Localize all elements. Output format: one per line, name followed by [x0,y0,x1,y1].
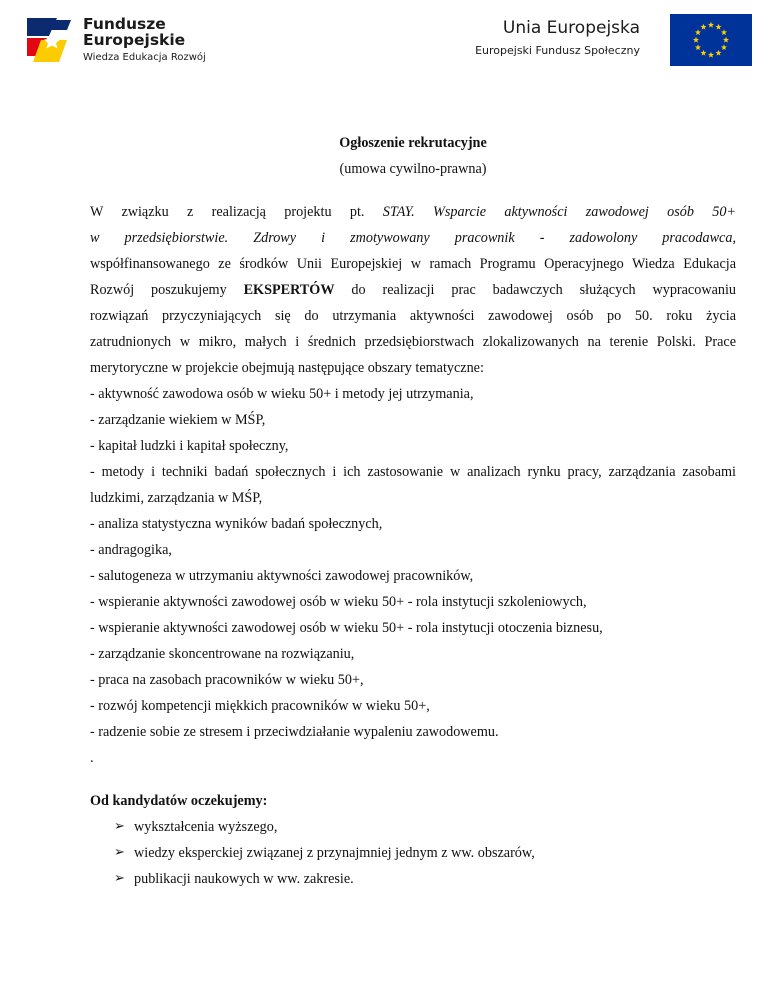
intro-line-5: rozwiązań przyczyniających się do utrzymania aktywności zawodowej osób po 50. roku życia [90,308,736,324]
intro-text: do realizacji prac badawczych służących wypracowaniu [351,282,736,298]
topic-item: - praca na zasobach pracowników w wieku 50+, [90,672,364,688]
intro-text: Rozwój poszukujemy [90,282,227,298]
intro-text: W związku z realizacją projektu pt. [90,204,365,220]
topic-item: - metody i techniki badań społecznych i ich zastosowanie w analizach rynku pracy, zarządzania zasobami [90,464,736,480]
topic-item: - analiza statystyczna wyników badań społecznych, [90,516,383,532]
topic-item: - zarządzanie skoncentrowane na rozwiązaniu, [90,646,355,662]
intro-line-3: współfinansowanego ze środków Unii Europejskiej w ramach Programu Operacyjnego Wiedza Edukacja [90,256,736,272]
topic-item: - andragogika, [90,542,172,558]
arrow-bullet-icon: ➢ [114,845,125,860]
logo-line-2: Europejskie [83,31,186,49]
topic-item: - aktywność zawodowa osób w wieku 50+ i metody jej utrzymania, [90,386,474,402]
topic-item: - wspieranie aktywności zawodowej osób w wieku 50+ - rola instytucji szkoleniowych, [90,594,587,610]
topic-item: - radzenie sobie ze stresem i przeciwdziałanie wypaleniu zawodowemu. [90,724,499,740]
topic-item-continuation: ludzkimi, zarządzania w MŚP, [90,490,263,506]
spacer [90,771,736,788]
fundusze-europejskie-emblem-icon [27,12,77,68]
spacer [90,182,736,199]
requirement-text: wiedzy eksperckiej związanej z przynajmniej jednym z ww. obszarów, [134,845,535,861]
project-name-part-2: w przedsiębiorstwie. Zdrowy i zmotywowany pracownik - zadowolony pracodawca, [90,230,736,246]
fundusze-europejskie-title [83,16,185,48]
requirements-heading: Od kandydatów oczekujemy: [90,793,268,809]
topic-item: - kapitał ludzki i kapitał społeczny, [90,438,289,454]
topic-item: - salutogeneza w utrzymaniu aktywności zawodowej pracowników, [90,568,474,584]
intro-line-1 [90,199,736,225]
intro-line-7: merytoryczne w projekcie obejmują następujące obszary tematyczne: [90,360,484,376]
stray-dot: . [90,750,94,766]
document-body [90,130,736,892]
requirement-item [114,866,736,892]
intro-line-6: zatrudnionych w mikro, małych i średnich przedsiębiorstwach zlokalizowanych na terenie Polski. Prace [90,334,736,350]
requirement-text: publikacji naukowych w ww. zakresie. [134,871,354,887]
project-name-part-1: STAY. Wsparcie aktywności zawodowej osób 50+ [382,204,736,220]
intro-line-4 [90,277,736,303]
document-title: Ogłoszenie rekrutacyjne [339,135,487,151]
arrow-bullet-icon: ➢ [114,871,125,886]
ue-subtitle: Europejski Fundusz Społeczny [475,44,640,57]
requirement-item [114,814,736,840]
fundusze-europejskie-logo [27,12,217,68]
intro-line-2 [90,225,736,251]
topic-item: - wspieranie aktywności zawodowej osób w wieku 50+ - rola instytucji otoczenia biznesu, [90,620,603,636]
logo-line-1: Fundusze [83,15,166,33]
topics-list [90,381,736,745]
requirement-item [114,840,736,866]
ue-title: Unia Europejska [502,18,640,38]
document-subtitle: (umowa cywilno-prawna) [339,161,487,177]
logo-subtitle: Wiedza Edukacja Rozwój [83,52,206,63]
requirements-list [90,814,736,892]
topic-item: - zarządzanie wiekiem w MŚP, [90,412,266,428]
eu-flag-icon [670,14,752,66]
experts-highlight: EKSPERTÓW [243,282,335,298]
unia-europejska-logo [412,14,752,66]
arrow-bullet-icon: ➢ [114,819,125,834]
requirement-text: wykształcenia wyższego, [134,819,278,835]
topic-item: - rozwój kompetencji miękkich pracowników w wieku 50+, [90,698,430,714]
